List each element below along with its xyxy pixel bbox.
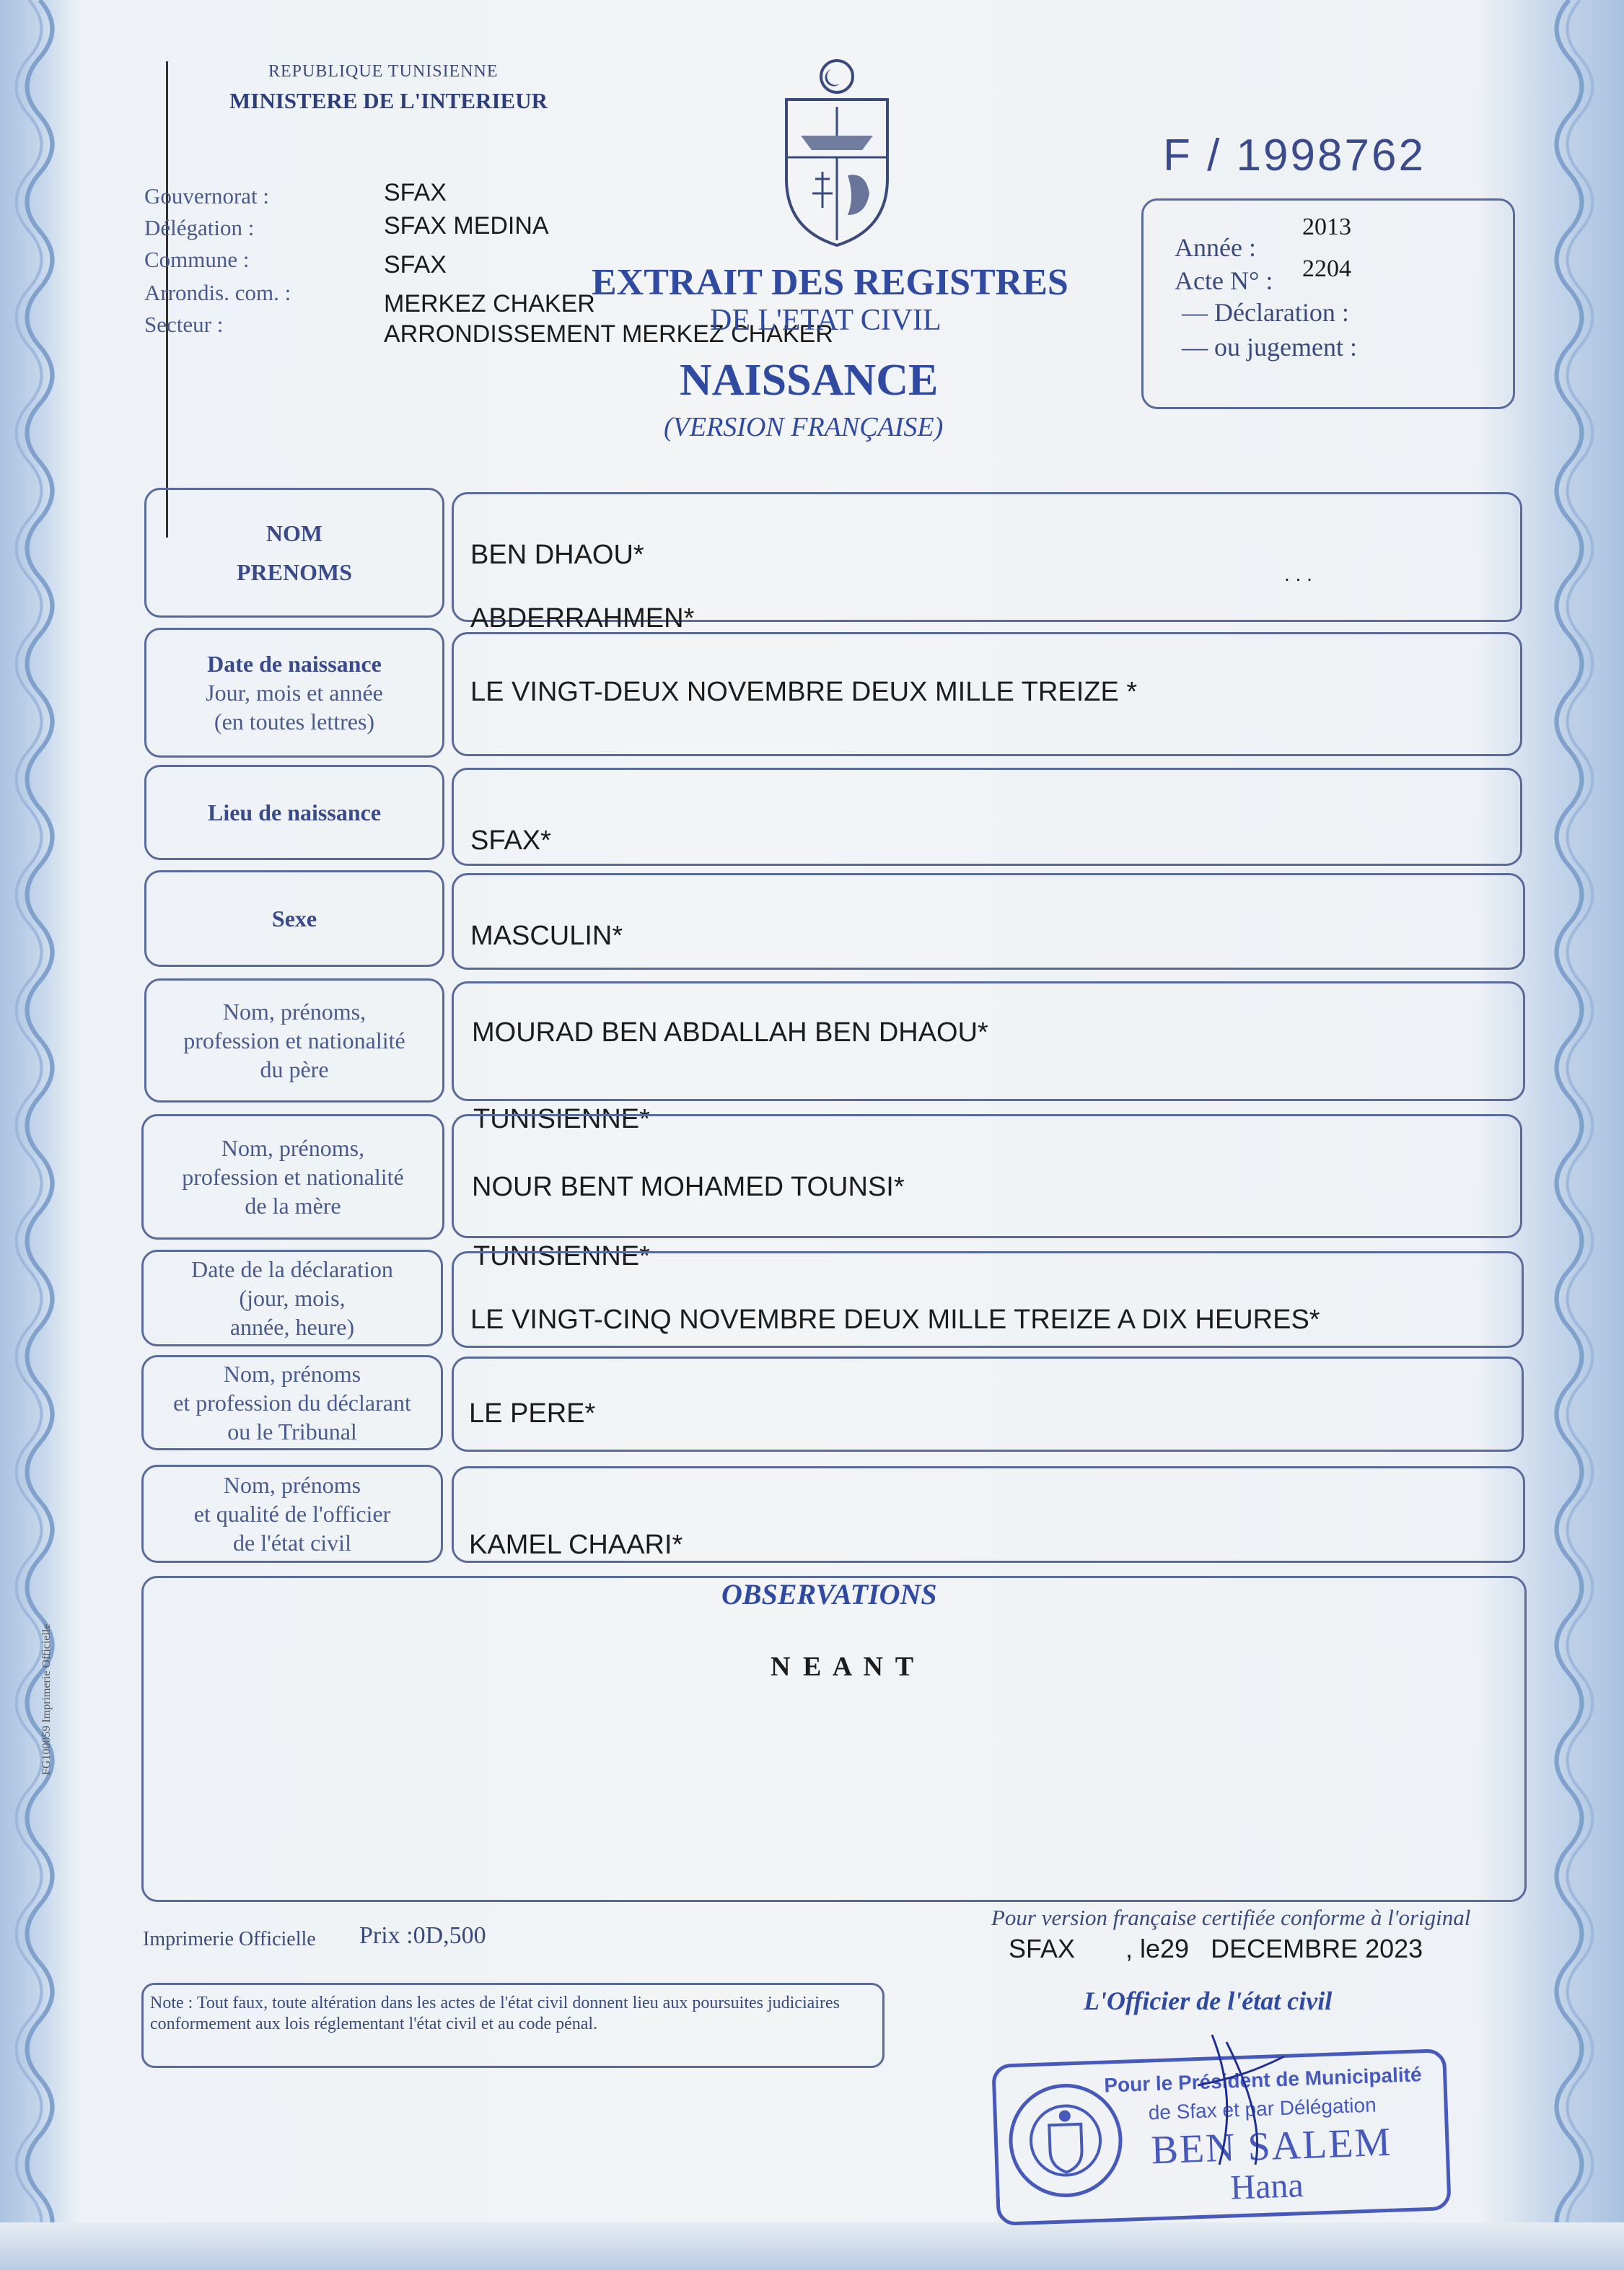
lieu-value-box — [452, 768, 1522, 866]
secteur-value: ARRONDISSEMENT MERKEZ CHAKER — [384, 320, 833, 348]
pere-label-1: Nom, prénoms, — [222, 999, 367, 1025]
title-etat-civil: DE L'ETAT CIVIL — [710, 304, 942, 337]
sexe-label: Sexe — [271, 906, 317, 932]
right-guilloche-border — [1544, 0, 1594, 2270]
nom-value: BEN DHAOU* — [470, 540, 644, 570]
pere-label-3: du père — [260, 1056, 329, 1082]
issue-place: SFAX — [1009, 1934, 1076, 1963]
officier-value: KAMEL CHAARI* — [469, 1530, 683, 1560]
declarant-label-2: et profession du déclarant — [173, 1390, 411, 1416]
declaration-date-label-box — [141, 1250, 443, 1346]
mere-label-3: de la mère — [245, 1193, 341, 1219]
ministry-label: MINISTERE DE L'INTERIEUR — [229, 88, 548, 113]
issue-date: , le29 DECEMBRE 2023 — [1125, 1934, 1423, 1963]
nom-dots: . . . — [1284, 563, 1312, 585]
serial-number: F / 1998762 — [1163, 131, 1426, 180]
dob-label-sub2: (en toutes lettres) — [214, 709, 375, 735]
dob-label: Date de naissance — [207, 651, 382, 677]
lieu-label-box — [144, 765, 444, 860]
stamp-line-3: BEN SALEM — [1150, 2119, 1393, 2173]
pere-label-2: profession et nationalité — [183, 1027, 405, 1053]
arrondissement-label: Arrondis. com. : — [144, 280, 291, 305]
bottom-shadow — [0, 2222, 1624, 2270]
officier-label-box — [141, 1465, 443, 1563]
mere-value: NOUR BENT MOHAMED TOUNSI* — [472, 1172, 905, 1202]
jugement-label: — ou jugement : — [1182, 333, 1357, 361]
observations-value: N E A N T — [771, 1652, 917, 1682]
decl-label-3: année, heure) — [229, 1314, 355, 1340]
officier-label-1: Nom, prénoms — [223, 1472, 361, 1498]
republic-label: REPUBLIQUE TUNISIENNE — [268, 62, 499, 81]
delegation-label: Délégation : — [144, 215, 255, 240]
dob-value: LE VINGT-DEUX NOVEMBRE DEUX MILLE TREIZE * — [470, 677, 1138, 707]
declarant-value-box — [452, 1357, 1524, 1452]
prenom-value: ABDERRAHMEN* — [470, 603, 695, 634]
secteur-label: Secteur : — [144, 312, 224, 337]
declaration-date-value: LE VINGT-CINQ NOVEMBRE DEUX MILLE TREIZE A DIX HEURES* — [470, 1305, 1320, 1335]
decl-label-2: (jour, mois, — [239, 1285, 346, 1311]
decl-label-1: Date de la déclaration — [191, 1256, 393, 1282]
prenoms-label: PRENOMS — [237, 559, 352, 585]
delegation-value: SFAX MEDINA — [384, 212, 549, 240]
sexe-label-box — [144, 870, 444, 967]
gouvernorat-label: Gouvernorat : — [144, 183, 270, 209]
acte-value: 2204 — [1302, 255, 1351, 282]
title-extrait: EXTRAIT DES REGISTRES — [592, 262, 1068, 303]
commune-label: Commune : — [144, 247, 250, 272]
observations-title: OBSERVATIONS — [721, 1578, 937, 1611]
dob-label-box — [144, 628, 444, 758]
coat-of-arms-icon — [772, 56, 902, 251]
stamp-seal-icon — [1004, 2080, 1128, 2203]
sexe-value: MASCULIN* — [470, 921, 623, 951]
nom-label-box — [144, 488, 444, 618]
pere-label-box — [144, 978, 444, 1103]
lieu-value: SFAX* — [470, 825, 551, 856]
lieu-label: Lieu de naissance — [207, 799, 382, 825]
legal-note: Note : Tout faux, toute altération dans les actes de l'état civil donnent lieu aux poursuites judiciaires conformement aux lois réglementant l'état civil et au code pénal. — [150, 1994, 840, 2033]
officer-title: L'Officier de l'état civil — [1084, 1986, 1333, 2015]
dob-label-sub1: Jour, mois et année — [206, 680, 383, 706]
acte-label: Acte N° : — [1175, 266, 1273, 295]
declarant-label-1: Nom, prénoms — [223, 1361, 361, 1387]
mere-nationality: TUNISIENNE* — [473, 1241, 650, 1271]
stamp-line-4: Hana — [1229, 2166, 1304, 2207]
certification-text: Pour version française certifiée conforme à l'original — [991, 1905, 1471, 1930]
gouvernorat-value: SFAX — [384, 179, 447, 206]
officier-label-3: de l'état civil — [233, 1530, 351, 1556]
commune-value: SFAX — [384, 251, 447, 279]
stamp-line-1: Pour le Président de Municipalité — [1103, 2063, 1422, 2097]
title-version: (VERSION FRANÇAISE) — [664, 412, 944, 442]
side-printer-code: FG100059 Imprimerie Officielle — [40, 1623, 53, 1775]
price-label: Prix :0D,500 — [359, 1922, 486, 1949]
declarant-value: LE PERE* — [469, 1398, 596, 1429]
mere-label-1: Nom, prénoms, — [221, 1135, 365, 1161]
pere-nationality: TUNISIENNE* — [473, 1104, 650, 1134]
declarant-label-box — [141, 1355, 443, 1450]
nom-label: NOM — [265, 520, 323, 546]
arrondissement-value: MERKEZ CHAKER — [384, 290, 595, 317]
signature-icon — [1183, 2028, 1299, 2172]
printer-label: Imprimerie Officielle — [143, 1928, 316, 1950]
mere-label-box — [141, 1114, 444, 1240]
left-guilloche-border — [14, 0, 65, 2270]
annee-value: 2013 — [1302, 214, 1351, 240]
pere-value: MOURAD BEN ABDALLAH BEN DHAOU* — [472, 1017, 988, 1048]
title-naissance: NAISSANCE — [680, 356, 939, 405]
annee-label: Année : — [1175, 233, 1256, 262]
declarant-label-3: ou le Tribunal — [227, 1419, 357, 1445]
stamp-line-2: de Sfax et par Délégation — [1148, 2093, 1377, 2124]
officier-label-2: et qualité de l'officier — [193, 1501, 391, 1527]
declaration-label: — Déclaration : — [1182, 298, 1349, 327]
mere-label-2: profession et nationalité — [182, 1164, 404, 1190]
observations-box — [141, 1576, 1527, 1902]
